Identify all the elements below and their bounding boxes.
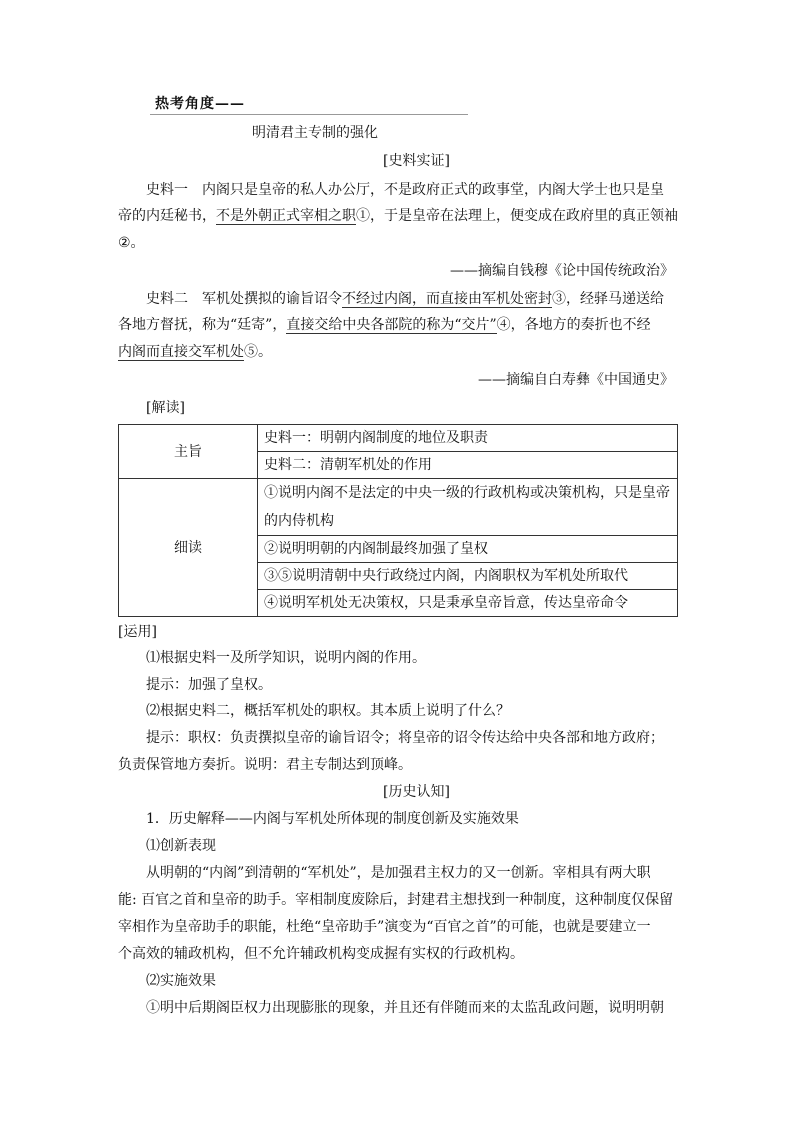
table-row [119,425,678,452]
source2-text: ⑤。 [244,344,272,360]
section-label: 热考角度—— [155,96,245,112]
table-cell: ③⑤说明清朝中央行政绕过内阁，内阁职权为军机处所取代 [258,563,678,590]
paragraph-line: 从明朝的“内阁”到清朝的“军机处”，是加强君主权力的又一创新。宰相具有两大职 [146,865,651,881]
source1-line1: 史料一 内阁只是皇帝的私人办公厅，不是政府正式的政事堂，内阁大学士也只是皇 [146,182,664,198]
source1-line3: ②。 [118,235,145,251]
source2-text: ③，经驿马递送给 [552,291,664,307]
answer-1: 提示：加强了皇权。 [146,677,272,693]
source1-text: ①，于是皇帝在法理上，便变成在政府里的真正领袖 [356,208,678,224]
apply-heading: [运用] [118,624,157,640]
interpret-table [118,424,678,617]
source1-citation: ——摘编自钱穆《论中国传统政治》 [450,263,674,279]
paragraph-line: ①明中后期阁臣权力出现膨胀的现象，并且还有伴随而来的太监乱政问题，说明明朝 [146,1000,664,1016]
table-cell: 史料一：明朝内阁制度的地位及职责 [258,425,678,452]
main-label: 主旨 [119,425,258,479]
detail-label: 细读 [119,479,258,617]
paragraph-line: 能: 百官之首和皇帝的助手。宰相制度废除后，封建君主想找到一种制度，这种制度仅保留 [118,892,674,908]
interpret-heading: [解读] [146,400,185,416]
point-1: 1．历史解释——内阁与军机处所体现的制度创新及实施效果 [146,811,519,827]
source2-underline: 直接交给中央各部院的称为“交片” [286,317,497,333]
table-cell: ①说明内阁不是法定的中央一级的行政机构或决策机构，只是皇帝的内侍机构 [258,479,678,536]
source2-underline: 内阁而直接交军机处 [118,344,244,360]
subheading-effect: ⑵实施效果 [146,973,216,989]
paragraph-line: 个高效的辅政机构，但不允许辅政机构变成握有实权的行政机构。 [118,946,524,962]
question-1: ⑴根据史料一及所学知识，说明内阁的作用。 [146,650,426,666]
source1-text: 帝的内廷秘书， [118,208,216,224]
source1-line2 [118,205,678,225]
topic-title: 明清君主专制的强化 [252,125,378,141]
header-rule [150,114,468,115]
question-2: ⑵根据史料二，概括军机处的职权。其本质上说明了什么？ [146,703,510,719]
evidence-heading: [史料实证] [383,153,450,169]
source2-text: 各地方督抚，称为“廷寄”， [118,317,287,333]
table-cell: ②说明明朝的内阁制最终加强了皇权 [258,536,678,563]
source2-line1 [146,288,664,308]
table-cell: 史料二：清朝军机处的作用 [258,452,678,479]
source2-underline: 不经过内阁，而直接由军机处密封 [342,291,552,307]
paragraph-line: 宰相作为皇帝助手的职能，杜绝“皇帝助手”演变为“百官之首”的可能，也就是要建立一 [118,919,651,935]
source2-line2 [118,314,651,334]
cognition-heading: [历史认知] [383,784,450,800]
source2-citation: ——摘编自白寿彝《中国通史》 [478,372,674,388]
source2-line3 [118,341,272,361]
source1-underline: 不是外朝正式宰相之职 [216,208,356,224]
table-row [119,479,678,536]
subheading-innovation: ⑴创新表现 [146,838,216,854]
source2-text: ④，各地方的奏折也不经 [496,317,651,333]
source2-text: 史料二 军机处撰拟的谕旨诏令 [146,291,342,307]
table-cell: ④说明军机处无决策权，只是秉承皇帝旨意，传达皇帝命令 [258,590,678,617]
answer-2-line1: 提示：职权：负责撰拟皇帝的谕旨诏令；将皇帝的诏令传达给中央各部和地方政府； [146,730,664,746]
answer-2-line2: 负责保管地方奏折。说明：君主专制达到顶峰。 [118,757,412,773]
